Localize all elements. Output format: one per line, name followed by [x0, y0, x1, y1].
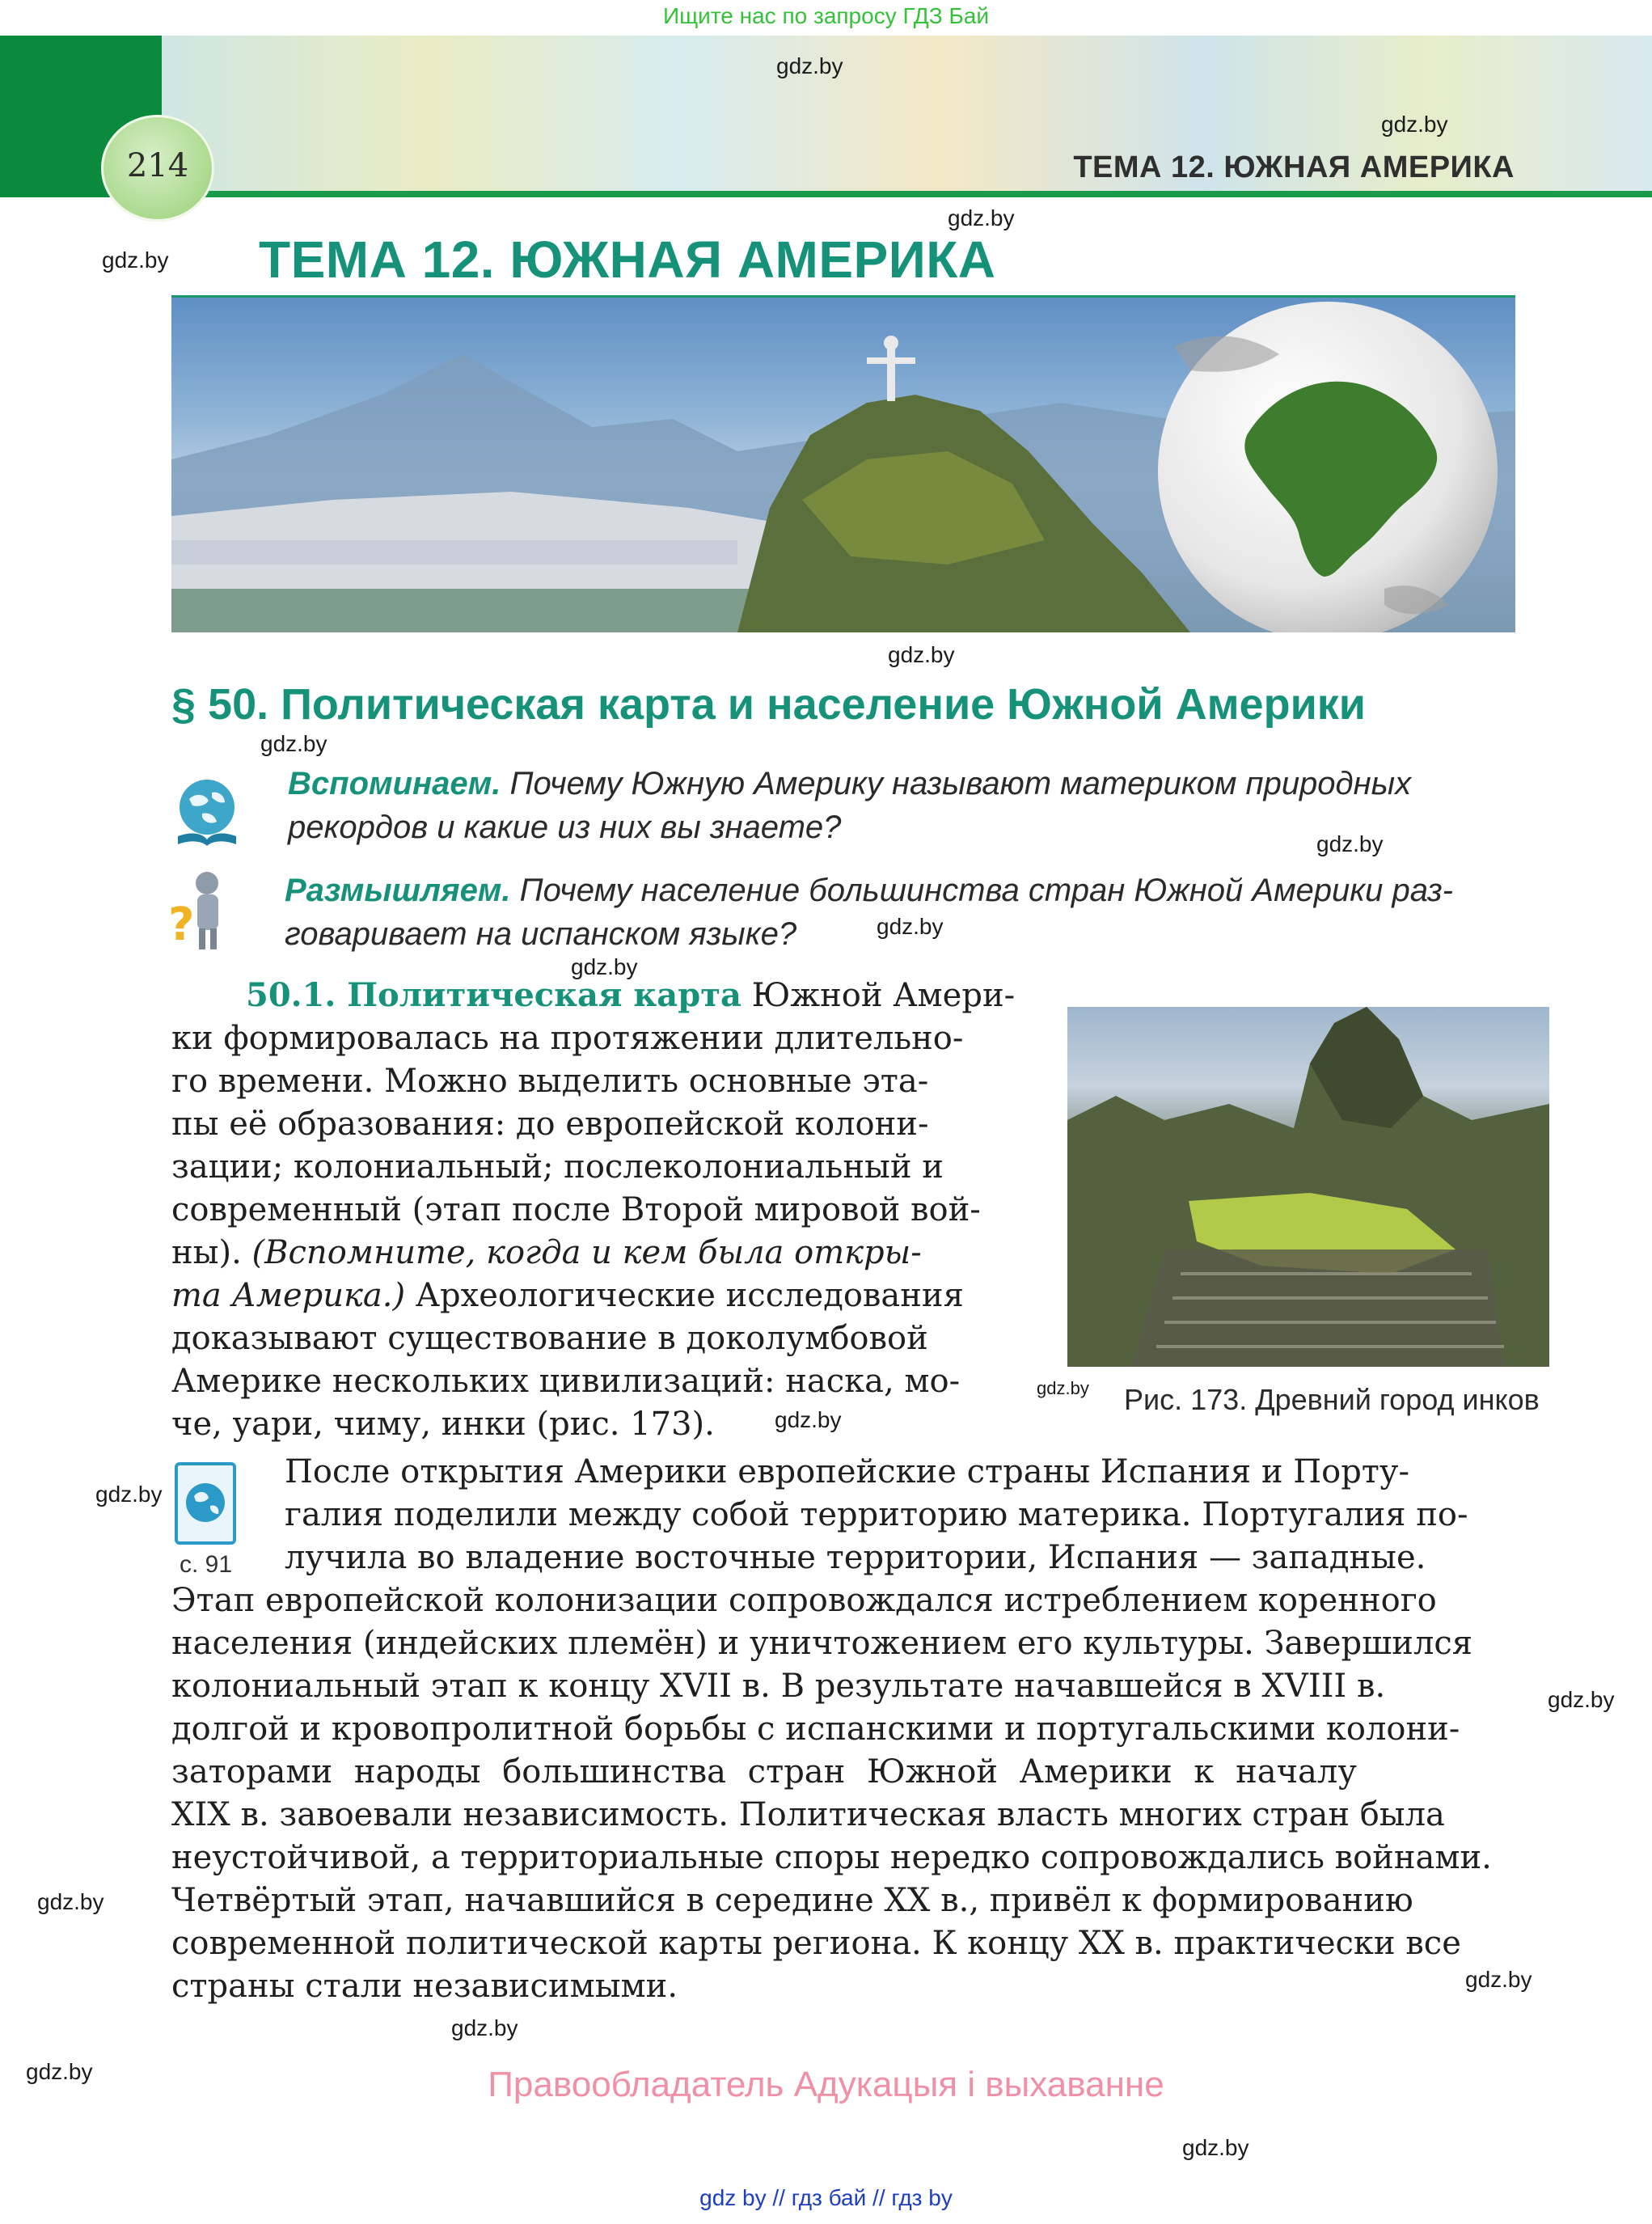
watermark: gdz.by	[1037, 1378, 1089, 1398]
watermark: gdz.by	[1465, 1967, 1532, 1992]
recall-prompt	[288, 762, 1411, 849]
book-globe-icon	[170, 775, 244, 849]
watermark: gdz.by	[260, 731, 327, 756]
hero-illustration	[171, 298, 1515, 632]
watermark: gdz.by	[877, 914, 944, 939]
reflect-line: Почему население большинства стран Южной Америки раз-	[519, 873, 1453, 908]
text-line: современный (этап после Второй мировой вой-	[171, 1191, 981, 1228]
reflect-prompt	[285, 869, 1453, 956]
running-head: ТЕМА 12. ЮЖНАЯ АМЕРИКА	[1073, 150, 1515, 184]
text-line: го времени. Можно выделить основные эта-	[171, 1063, 929, 1100]
recall-label: Вспоминаем.	[288, 766, 501, 801]
figure-caption: Рис. 173. Древний город инков	[1124, 1383, 1540, 1416]
watermark: gdz.by	[888, 642, 955, 667]
text-line: доказывают существование в доколумбовой	[171, 1320, 928, 1357]
text-line: че, уари, чиму, инки (рис. 173).	[171, 1406, 715, 1443]
page-number: 214	[126, 147, 189, 184]
text-line: долгой и кровопролитной борьбы с испанскими и португальскими колони-	[171, 1710, 1460, 1748]
watermark: gdz.by	[775, 1407, 842, 1432]
text-line: зации; колониальный; послеколониальный и	[171, 1148, 944, 1186]
text-line: современной политической карты региона. К концу XX в. практически все	[171, 1925, 1461, 1962]
text-line: заторами народы большинства стран Южной Америки к началу	[171, 1753, 1357, 1791]
text-line: Америке нескольких цивилизаций: наска, мо-	[171, 1363, 961, 1400]
top-banner: Ищите нас по запросу ГДЗ Бай	[662, 3, 990, 28]
recall-line: Почему Южную Америку называют материком природных	[509, 766, 1412, 801]
text-line: пы её образования: до европейской колони-	[171, 1106, 929, 1143]
watermark: gdz.by	[1316, 831, 1384, 856]
atlas-page-ref: с. 91	[180, 1551, 233, 1578]
rights-holder-note: Правообладатель Адукацыя і выхаванне	[488, 2065, 1164, 2104]
section-title: § 50. Политическая карта и население Южной Америки	[171, 680, 1366, 729]
italic-question: та Америка.)	[171, 1277, 406, 1314]
watermark: gdz.by	[1548, 1687, 1615, 1712]
watermark: gdz.by	[451, 2015, 518, 2040]
thinking-figure-icon	[167, 867, 239, 951]
recall-line: рекордов и какие из них вы знаете?	[288, 810, 842, 845]
paragraph-colonization	[171, 1451, 1515, 2008]
text-line: ны).	[171, 1234, 252, 1271]
watermark: gdz.by	[1182, 2135, 1249, 2160]
topic-title: ТЕМА 12. ЮЖНАЯ АМЕРИКА	[259, 230, 996, 289]
watermark: gdz.by	[37, 1889, 104, 1914]
subheading-50-1: 50.1. Политическая карта	[246, 976, 741, 1014]
text-line: Археологические исследования	[405, 1277, 964, 1314]
text-line: лучила во владение восточные территории, Испания — западные.	[285, 1539, 1426, 1576]
svg-text:?: ?	[168, 898, 195, 951]
text-line: ки формировалась на протяжении длительно-	[171, 1020, 964, 1057]
text-line: галия поделили между собой территорию материка. Португалия по-	[285, 1496, 1468, 1533]
watermark: gdz.by	[776, 53, 843, 78]
watermark: gdz.by	[102, 247, 169, 273]
figure-machu-picchu	[1067, 1007, 1549, 1367]
watermark: gdz.by	[571, 954, 638, 979]
watermark: gdz.by	[948, 205, 1015, 230]
bottom-links[interactable]: gdz by // гдз бай // гдз by	[699, 2185, 953, 2210]
text-line: XIX в. завоевали независимость. Политическая власть многих стран была	[171, 1796, 1445, 1833]
text-line: колониальный этап к концу XVII в. В результате начавшейся в XVIII в.	[171, 1668, 1386, 1705]
text-line: страны стали независимыми.	[171, 1968, 678, 2005]
text-line: неустойчивой, а территориальные споры нередко сопровождались войнами.	[171, 1839, 1492, 1876]
watermark: gdz.by	[95, 1482, 163, 1507]
machu-picchu-illustration	[1067, 1007, 1549, 1367]
watermark: gdz.by	[1381, 112, 1448, 137]
text-line: После открытия Америки европейские страны Испания и Порту-	[285, 1453, 1409, 1490]
text-line: Этап европейской колонизации сопровождался истреблением коренного	[171, 1582, 1437, 1619]
italic-question: (Вспомните, когда и кем была откры-	[251, 1234, 922, 1271]
hero-image-rio-and-globe	[171, 298, 1515, 632]
reflect-line: говаривает на испанском языке?	[285, 916, 797, 952]
text-line: населения (индейских племён) и уничтожением его культуры. Завершился	[171, 1625, 1472, 1662]
text-line: Четвёртый этап, начавшийся в середине XX в., привёл к формированию	[171, 1882, 1413, 1919]
watermark: gdz.by	[26, 2059, 93, 2084]
reflect-label: Размышляем.	[285, 873, 511, 908]
paragraph-political-map	[171, 974, 1025, 1446]
text-line: Южной Амери-	[741, 977, 1016, 1014]
